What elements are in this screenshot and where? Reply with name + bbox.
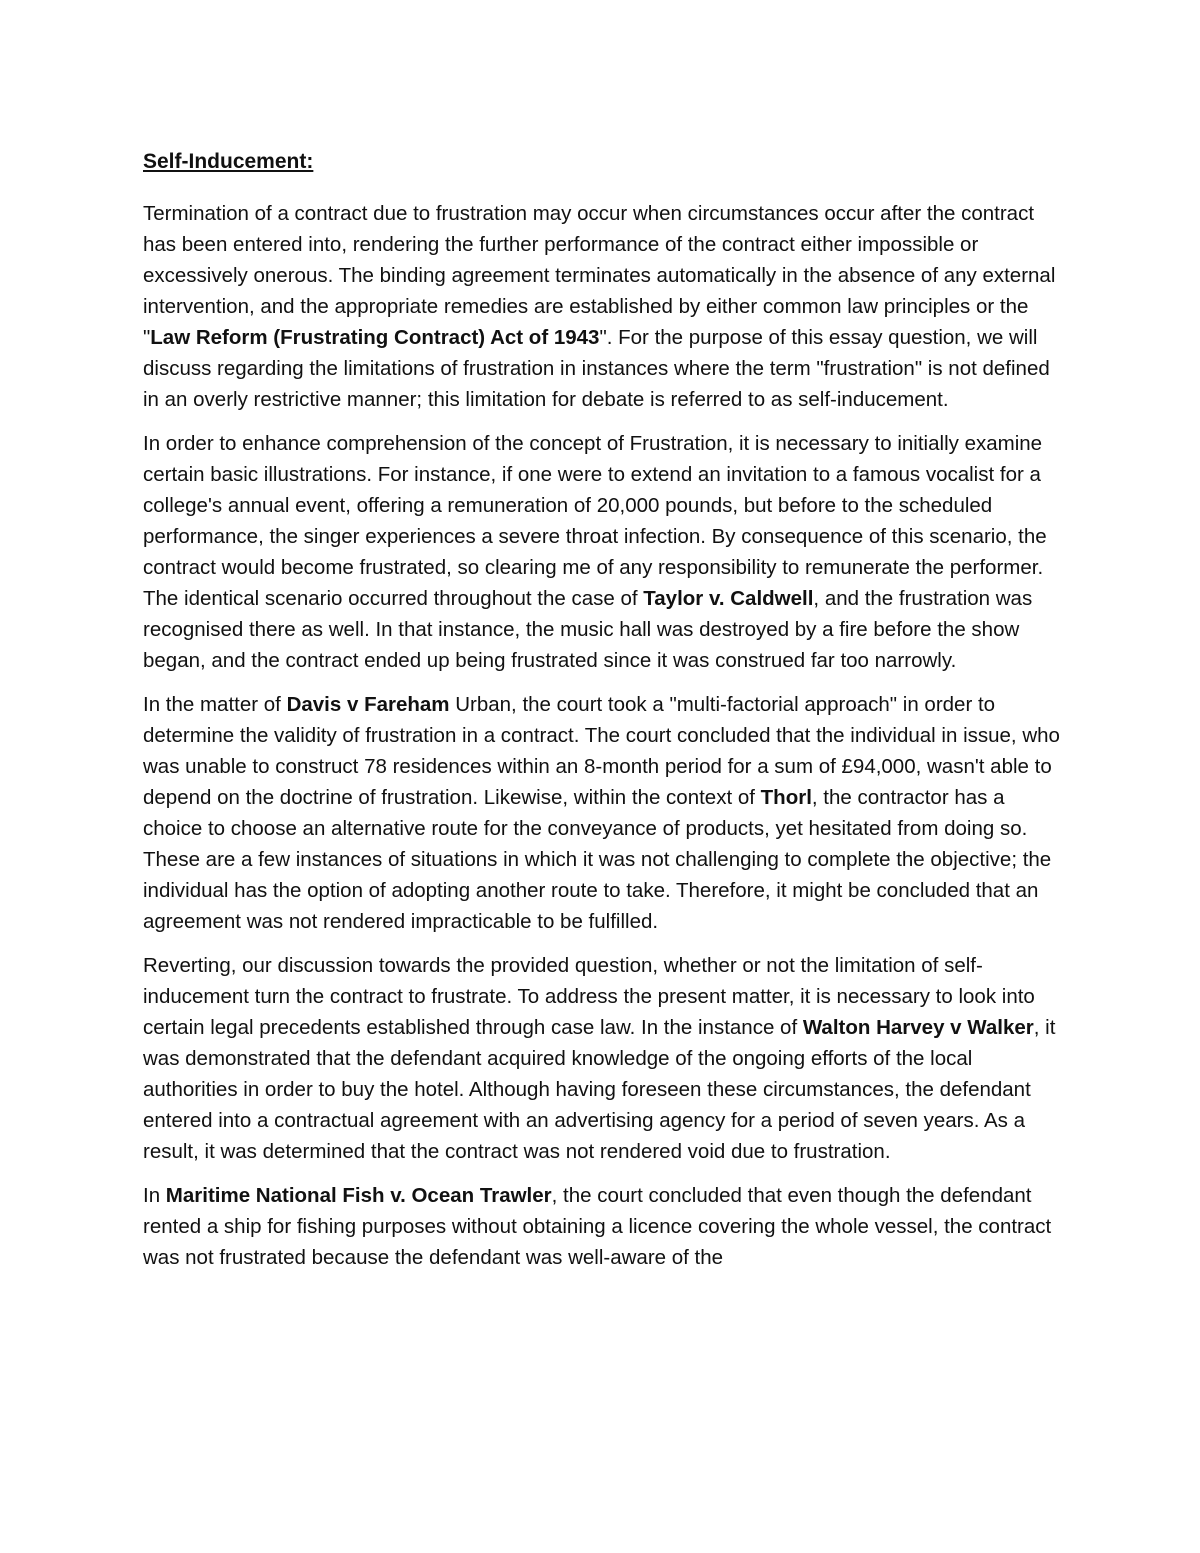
paragraph-3	[143, 689, 1063, 937]
paragraph-text: , the court concluded that even though the defendant rented a ship for fishing purposes without obtaining a licence covering the whole vessel, the contract was not frustrated because the defendant was well-aware of the	[143, 1184, 1052, 1269]
document-body	[143, 146, 1063, 1286]
case-name: Davis v Fareham	[286, 693, 450, 716]
paragraph-5	[143, 1180, 1063, 1273]
paragraph-4	[143, 950, 1063, 1167]
paragraph-text: In order to enhance comprehension of the concept of Frustration, it is necessary to initially examine certain basic illustrations. For instance, if one were to extend an invitation to a famous vocalist for a college's annual event, offering a remuneration of 20,000 pounds, but before to the scheduled performance, the singer experiences a severe throat infection. By consequence of this scenario, the contract would become frustrated, so clearing me of any responsibility to remunerate the performer. The identical scenario occurred throughout the case of	[143, 432, 1047, 610]
paragraph-text: Termination of a contract due to frustration may occur when circumstances occur after the contract has been entered into, rendering the further performance of the contract either impossible or excessively onerous. The binding agreement terminates automatically in the absence of any external intervention, and the appropriate remedies are established by either common law principles or the "	[143, 202, 1056, 349]
paragraph-text: Reverting, our discussion towards the provided question, whether or not the limitation of self-inducement turn the contract to frustrate. To address the present matter, it is necessary to look into certain legal precedents established through case law. In the instance of	[143, 954, 1035, 1039]
paragraph-2	[143, 428, 1063, 676]
paragraph-text: , and the frustration was recognised there as well. In that instance, the music hall was destroyed by a fire before the show began, and the contract ended up being frustrated since it was construed far too narrowly.	[143, 587, 1033, 672]
paragraph-text: In	[143, 1184, 166, 1207]
paragraph-text: Urban, the court took a "multi-factorial approach" in order to determine the validity of frustration in a contract. The court concluded that the individual in issue, who was unable to construct 78 residences within an 8-month period for a sum of £94,000, wasn't able to depend on the doctrine of frustration. Likewise, within the context of	[143, 693, 1060, 809]
section-heading: Self-Inducement:	[143, 150, 314, 173]
statute-name: Law Reform (Frustrating Contract) Act of 1943	[150, 326, 600, 349]
case-name: Taylor v. Caldwell	[643, 587, 814, 610]
case-name: Thorl	[760, 786, 812, 809]
paragraph-text: , the contractor has a choice to choose an alternative route for the conveyance of products, yet hesitated from doing so. These are a few instances of situations in which it was not challenging to complete the objective; the individual has the option of adopting another route to take. Therefore, it might be concluded that an agreement was not rendered impracticable to be fulfilled.	[143, 786, 1052, 933]
paragraph-1	[143, 198, 1063, 415]
paragraph-text: In the matter of	[143, 693, 287, 716]
paragraph-text: , it was demonstrated that the defendant acquired knowledge of the ongoing efforts of the local authorities in order to buy the hotel. Although having foreseen these circumstances, the defendant entered into a contractual agreement with an advertising agency for a period of seven years. As a result, it was determined that the contract was not rendered void due to frustration.	[143, 1016, 1056, 1163]
case-name: Walton Harvey v Walker	[802, 1016, 1034, 1039]
paragraph-text: ". For the purpose of this essay question, we will discuss regarding the limitations of frustration in instances where the term "frustration" is not defined in an overly restrictive manner; this limitation for debate is referred to as self-inducement.	[143, 326, 1050, 411]
case-name: Maritime National Fish v. Ocean Trawler	[165, 1184, 552, 1207]
